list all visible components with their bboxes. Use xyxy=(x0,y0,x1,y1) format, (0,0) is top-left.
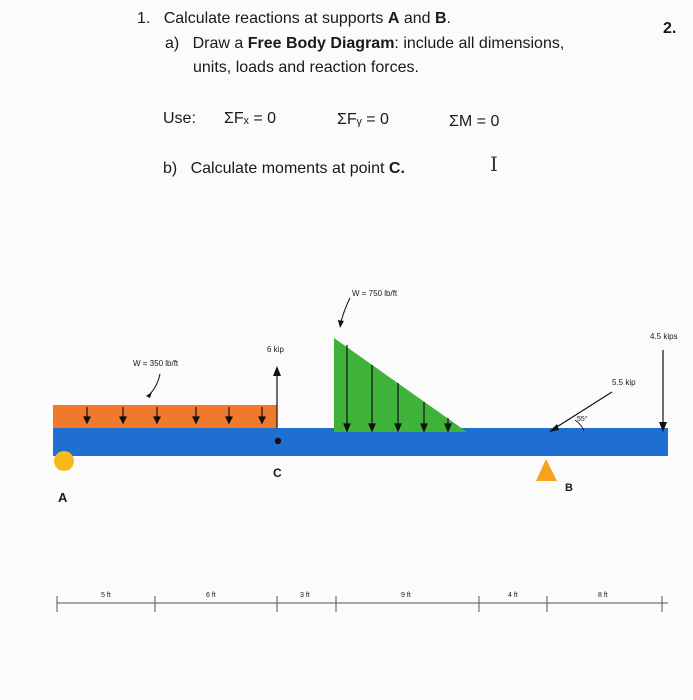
point-c-marker xyxy=(275,438,281,444)
point-load-end-label: 4.5 kips xyxy=(650,332,678,341)
angle-label: 55° xyxy=(577,416,588,423)
use-label: Use: xyxy=(163,110,196,127)
text-cursor-icon: I xyxy=(490,152,498,176)
question-and: and xyxy=(399,10,435,27)
part-b-letter: b) xyxy=(163,160,178,177)
support-a-ref: A xyxy=(387,10,400,27)
udl-label: W = 350 lb/ft xyxy=(133,359,179,368)
support-b-label: B xyxy=(565,482,573,494)
part-a-line2: units, loads and reaction forces. xyxy=(193,59,419,76)
part-a-letter: a) xyxy=(165,35,180,52)
dim-label: 9 ft xyxy=(401,592,411,599)
udl-label-pointer xyxy=(149,374,160,395)
support-a-roller xyxy=(54,451,74,471)
dim-label: 3 ft xyxy=(300,592,310,599)
inclined-load-arrow xyxy=(552,392,612,430)
equation-sum-fy: ΣFᵧ = 0 xyxy=(337,111,389,128)
point-c-label: C xyxy=(273,466,282,480)
inclined-load-label: 5.5 kip xyxy=(612,378,636,387)
tri-label-pointer xyxy=(341,298,350,322)
part-b-bold: C. xyxy=(388,160,405,177)
dimension-line xyxy=(57,596,668,612)
part-a-post: : include all dimensions, xyxy=(394,35,565,52)
question-intro: Calculate reactions at supports xyxy=(163,10,388,27)
tri-label: W = 750 lb/ft xyxy=(352,289,398,298)
support-b-pin xyxy=(536,459,557,481)
dim-label: 4 ft xyxy=(508,592,518,599)
point-load-up-label: 6 kip xyxy=(267,345,284,354)
equation-sum-fx: ΣFₓ = 0 xyxy=(224,110,277,127)
beam xyxy=(53,428,668,456)
part-a-bold: Free Body Diagram xyxy=(247,35,395,52)
part-a-pre: Draw a xyxy=(192,35,248,52)
question-period: . xyxy=(446,10,451,27)
dim-label: 8 ft xyxy=(598,592,608,599)
support-b-ref: B xyxy=(434,10,447,27)
dim-label: 6 ft xyxy=(206,592,216,599)
triangular-load xyxy=(334,338,467,432)
question-number: 1. xyxy=(137,10,151,27)
equation-sum-m: ΣM = 0 xyxy=(449,113,500,130)
problem-number: 2. xyxy=(663,20,677,37)
dim-label: 5 ft xyxy=(101,592,111,599)
support-a-label: A xyxy=(58,490,68,505)
part-b-pre: Calculate moments at point xyxy=(190,160,389,177)
